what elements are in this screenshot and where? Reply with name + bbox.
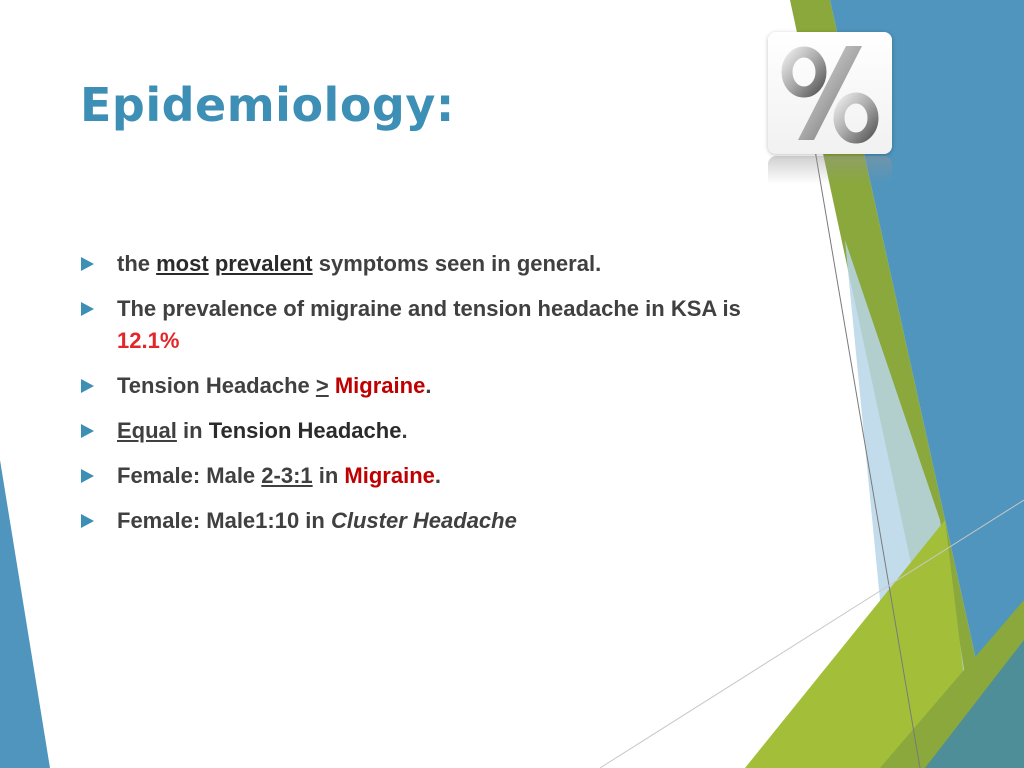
- bullet-text: .: [434, 463, 442, 488]
- triangle-bullet-icon: [81, 379, 94, 393]
- triangle-bullet-icon: [81, 469, 94, 483]
- bullet-text: .: [401, 418, 408, 443]
- bullet-emphasis: 2-3:1: [261, 463, 313, 488]
- bullet-emphasis: prevalent: [214, 251, 313, 276]
- bullet-item: [80, 505, 780, 537]
- bullet-highlight: 12.1%: [117, 328, 180, 353]
- bullet-text: the: [117, 251, 157, 276]
- bullet-text: Female: Male1:10 in: [117, 508, 331, 533]
- percent-icon: [768, 32, 892, 154]
- bullet-item: [80, 293, 780, 357]
- triangle-bullet-icon: [81, 424, 94, 438]
- triangle-bullet-icon: [81, 302, 94, 316]
- bullet-item: [80, 460, 780, 492]
- bullet-emphasis: Equal: [117, 418, 177, 443]
- percent-picture-reflection: [768, 156, 892, 184]
- triangle-bullet-icon: [81, 514, 94, 528]
- left-blue-shape: [0, 460, 50, 768]
- bullet-text: .: [425, 373, 432, 398]
- bullet-highlight: Migraine: [344, 463, 435, 488]
- bullet-text: Tension Headache: [117, 373, 316, 398]
- percent-picture: [768, 32, 892, 154]
- bullet-emphasis: Cluster Headache: [330, 508, 517, 533]
- bullet-item: [80, 248, 780, 280]
- slide-title: Epidemiology:: [80, 78, 455, 132]
- bullet-item: [80, 370, 780, 402]
- bullet-emphasis: >: [315, 373, 329, 398]
- bullet-text: symptoms seen in general.: [312, 251, 602, 276]
- bullet-text: in: [176, 418, 209, 443]
- bullet-emphasis: Tension Headache: [208, 418, 402, 443]
- bullet-highlight: Migraine: [334, 373, 426, 398]
- bullet-emphasis: most: [156, 251, 209, 276]
- bullet-text: in: [312, 463, 345, 488]
- bullet-text: Female: Male: [117, 463, 262, 488]
- bullet-text: The prevalence of migraine and tension headache in KSA is: [117, 296, 741, 321]
- bullet-list: [80, 248, 780, 550]
- triangle-bullet-icon: [81, 257, 94, 271]
- bullet-item: [80, 415, 780, 447]
